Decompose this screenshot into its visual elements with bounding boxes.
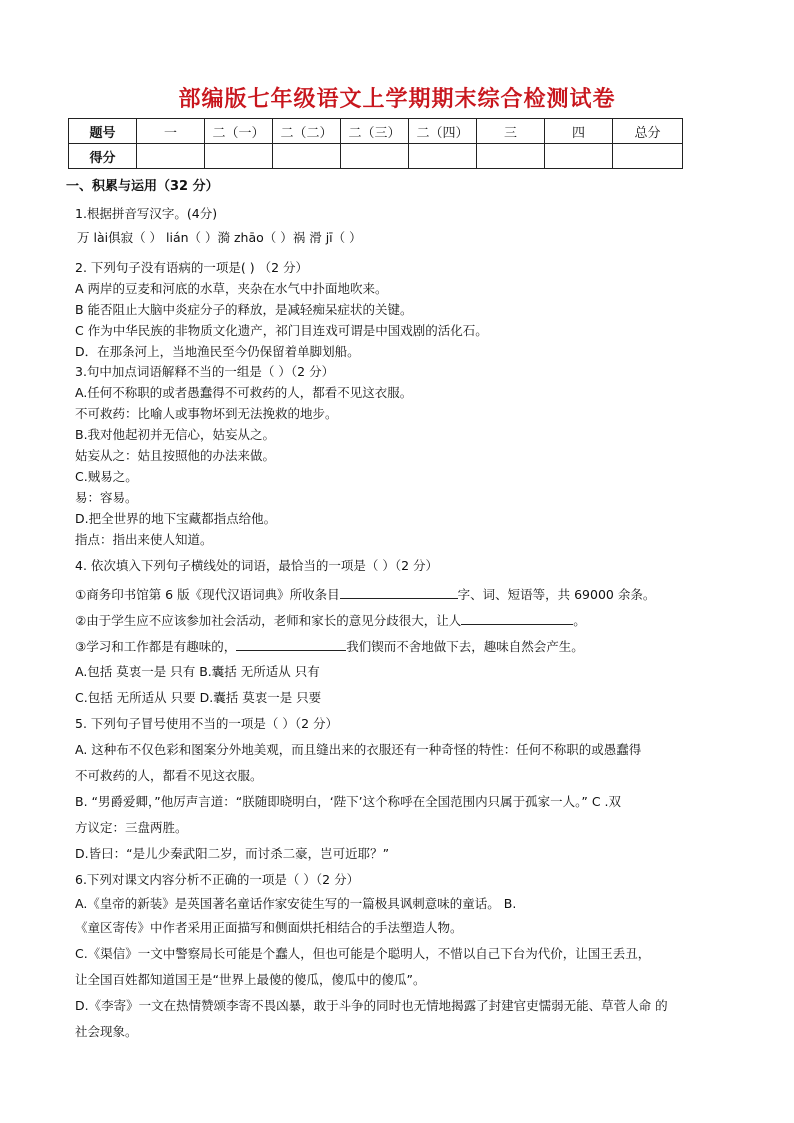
q6-option-d-line2: 社会现象。 (75, 1024, 138, 1039)
q3-option-b: B.我对他起初并无信心，姑妄从之。 (75, 427, 276, 442)
score-table-header-row (69, 119, 683, 144)
q3-option-a: A.任何不称职的或者愚蠢得不可救药的人，都看不见这衣服。 (75, 385, 413, 400)
q5-option-d: D.皆曰：“是儿少秦武阳二岁，而讨杀二豪，岂可近耶？” (75, 846, 390, 861)
score-header-cell: 一 (137, 119, 205, 144)
q1-stem: 1.根据拼音写汉字。(4分) (75, 206, 218, 221)
score-header-cell: 二（一） (205, 119, 273, 144)
score-cell[interactable] (409, 144, 477, 169)
q4-sentence-1 (75, 587, 655, 602)
q3-option-c: C.贼易之。 (75, 469, 138, 484)
q3-stem: 3.句中加点词语解释不当的一组是（ ）（2 分） (75, 364, 335, 379)
score-header-cell: 三 (477, 119, 545, 144)
score-cell[interactable] (205, 144, 273, 169)
fill-blank[interactable] (340, 587, 458, 599)
q6-option-c-line2: 让全国百姓都知道国王是“世界上最傻的傻瓜，傻瓜中的傻瓜”。 (75, 972, 426, 987)
q3-option-d-note: 指点：指出来使人知道。 (75, 532, 213, 547)
q1-pinyin-line: 万 lài俱寂（ ） lián（ ）漪 zhāo（ ）祸 滑 jī（ ） (77, 230, 362, 245)
q2-option-a: A 两岸的豆麦和河底的水草，夹杂在水气中扑面地吹来。 (75, 281, 388, 296)
score-header-cell: 二（四） (409, 119, 477, 144)
section-heading: 一、积累与运用（32 分） (66, 179, 219, 194)
q5-option-b-line2: 方议定：三盘两胜。 (75, 820, 188, 835)
q5-option-a-line1: A. 这种布不仅色彩和图案分外地美观，而且缝出来的衣服还有一种奇怪的特性：任何不称职的或愚蠢得 (75, 742, 642, 757)
q3-option-a-note: 不可救药：比喻人或事物坏到无法挽救的地步。 (75, 406, 338, 421)
q4-options-ab: A.包括 莫衷一是 只有 B.囊括 无所适从 只有 (75, 664, 320, 679)
score-cell[interactable] (545, 144, 613, 169)
score-row-label: 得分 (69, 144, 137, 169)
q4-s3-pre: ③学习和工作都是有趣味的， (75, 639, 237, 654)
q4-s2-post: 。 (573, 613, 586, 628)
q4-s1-post: 字、词、短语等，共 69000 余条。 (457, 587, 656, 602)
page-title: 部编版七年级语文上学期期末综合检测试卷 (178, 87, 616, 112)
score-table (68, 118, 683, 169)
fill-blank[interactable] (236, 639, 346, 651)
score-header-cell: 二（二） (273, 119, 341, 144)
q6-option-a: A.《皇帝的新装》是英国著名童话作家安徒生写的一篇极具讽刺意味的童话。 B. (75, 896, 517, 911)
score-header-cell: 二（三） (341, 119, 409, 144)
q4-s1-pre: ①商务印书馆第 6 版《现代汉语词典》所收条目 (75, 587, 340, 602)
score-cell[interactable] (273, 144, 341, 169)
score-cell[interactable] (341, 144, 409, 169)
q4-sentence-2 (75, 613, 586, 628)
q6-option-d-line1: D.《李寄》一文在热情赞颂李寄不畏凶暴，敢于斗争的同时也无情地揭露了封建官吏懦弱无能、草菅人命 的 (75, 998, 668, 1013)
q4-sentence-3 (75, 639, 584, 654)
q2-stem: 2. 下列句子没有语病的一项是( ) （2 分） (75, 260, 309, 275)
q4-options-cd: C.包括 无所适从 只要 D.囊括 莫衷一是 只要 (75, 690, 322, 705)
q5-option-b-line1: B. “男爵爱卿，”他厉声言道：“朕随即晓明白，‘陛下’这个称呼在全国范围内只属于孤家一人。” C .双 (75, 794, 622, 809)
score-cell[interactable] (613, 144, 683, 169)
q6-option-b: 《童区寄传》中作者采用正面描写和侧面烘托相结合的手法塑造人物。 (75, 920, 463, 935)
score-header-cell: 四 (545, 119, 613, 144)
score-header-cell: 题号 (69, 119, 137, 144)
q6-option-c-line1: C.《渠信》一文中警察局长可能是个蠢人，但也可能是个聪明人，不惜以自己下台为代价，让国王丢丑， (75, 946, 651, 961)
score-header-cell: 总分 (613, 119, 683, 144)
q3-option-d: D.把全世界的地下宝藏都指点给他。 (75, 511, 277, 526)
q3-option-c-note: 易：容易。 (75, 490, 138, 505)
q3-option-b-note: 姑妄从之：姑且按照他的办法来做。 (75, 448, 276, 463)
q2-option-c: C 作为中华民族的非物质文化遗产，祁门目连戏可谓是中国戏剧的活化石。 (75, 323, 488, 338)
score-cell[interactable] (477, 144, 545, 169)
score-cell[interactable] (137, 144, 205, 169)
q5-option-a-line2: 不可救药的人，都看不见这衣服。 (75, 768, 263, 783)
fill-blank[interactable] (461, 613, 573, 625)
q2-option-b: B 能否阻止大脑中炎症分子的释放，是减轻痴呆症状的关键。 (75, 302, 413, 317)
q5-stem: 5. 下列句子冒号使用不当的一项是（ ）（2 分） (75, 716, 339, 731)
q6-stem: 6.下列对课文内容分析不正确的一项是（ ）（2 分） (75, 872, 360, 887)
q4-stem: 4. 依次填入下列句子横线处的词语，最恰当的一项是（ ）（2 分） (75, 558, 439, 573)
q2-option-d: D．在那条河上，当地渔民至今仍保留着单脚划船。 (75, 344, 360, 359)
q4-s2-pre: ②由于学生应不应该参加社会活动，老师和家长的意见分歧很大，让人 (75, 613, 462, 628)
score-table-score-row (69, 144, 683, 169)
q4-s3-post: 我们锲而不舍地做下去，趣味自然会产生。 (346, 639, 584, 654)
